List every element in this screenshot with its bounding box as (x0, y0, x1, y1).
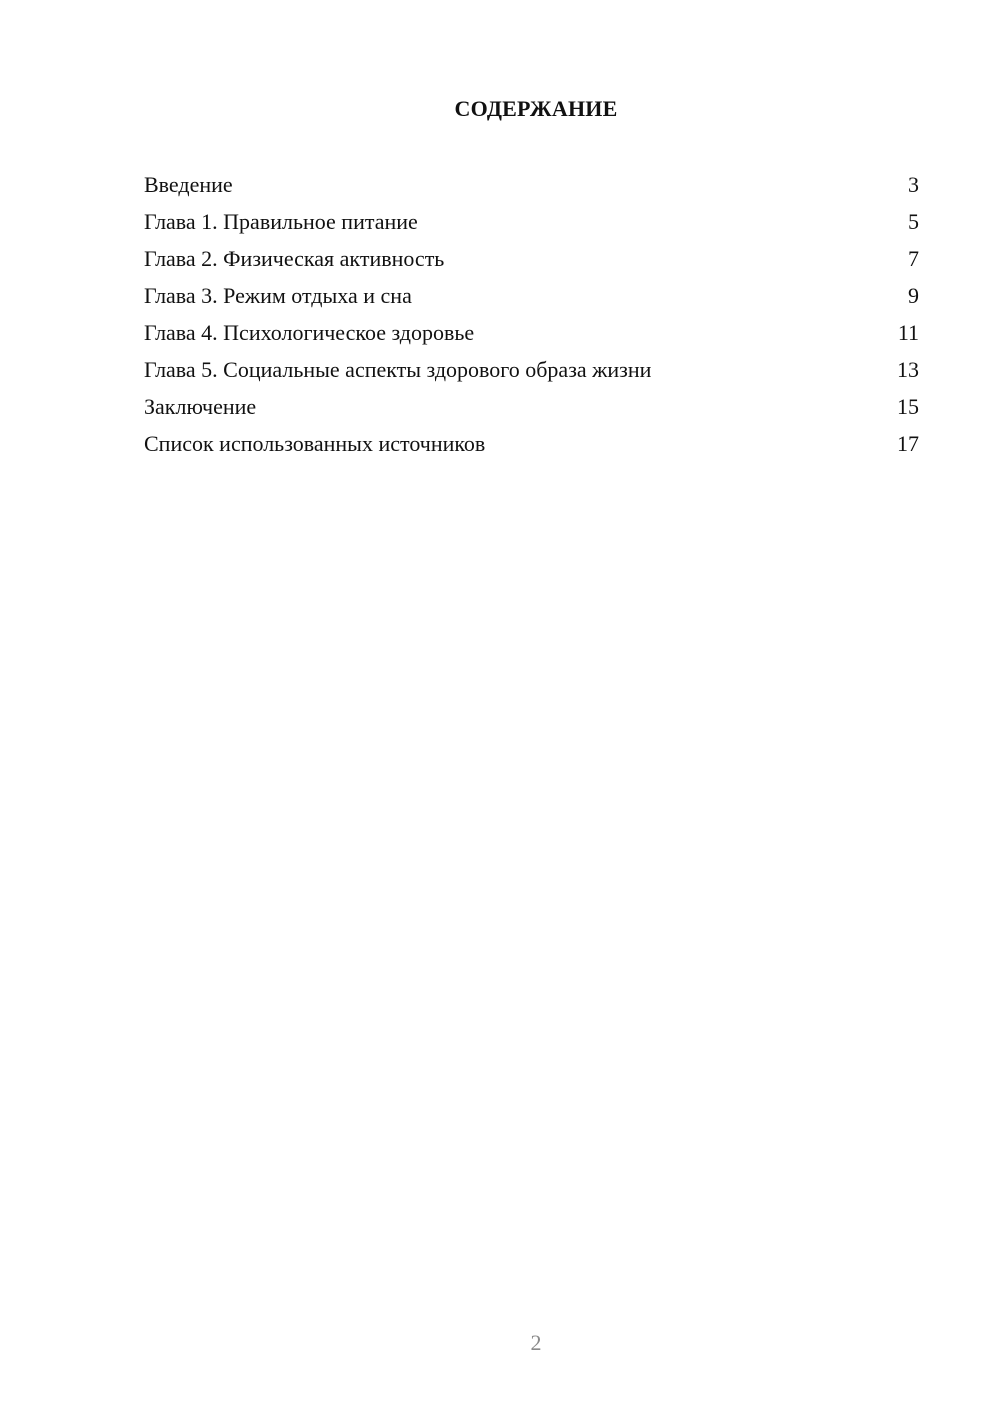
toc-entry-page: 7 (908, 246, 919, 271)
toc-entry-title: Заключение (144, 394, 257, 419)
toc-entry-page: 3 (908, 172, 919, 197)
toc-entry-title: Глава 2. Физическая активность (144, 246, 445, 271)
toc-entry (144, 240, 919, 277)
toc-entry (144, 388, 919, 425)
toc-entry-title: Глава 3. Режим отдыха и сна (144, 283, 412, 308)
toc-entry-title: Глава 1. Правильное питание (144, 209, 418, 234)
toc-entry-page: 15 (897, 394, 919, 419)
toc-entry (144, 203, 919, 240)
toc-entry (144, 351, 919, 388)
toc-entry-page: 9 (908, 283, 919, 308)
toc-entry-page: 13 (897, 357, 919, 382)
toc-entry-title: Введение (144, 172, 233, 197)
page-number: 2 (530, 1330, 542, 1355)
toc-entry-page: 5 (908, 209, 919, 234)
toc-entry (144, 314, 919, 351)
table-of-contents (144, 166, 919, 462)
toc-entry-page: 11 (897, 320, 919, 345)
toc-entry-page: 17 (897, 431, 919, 456)
toc-entry-title: Список использованных источников (144, 431, 486, 456)
toc-entry-title: Глава 5. Социальные аспекты здорового образа жизни (144, 357, 652, 382)
toc-entry (144, 166, 919, 203)
toc-entry (144, 277, 919, 314)
toc-entry (144, 425, 919, 462)
toc-heading: СОДЕРЖАНИЕ (454, 96, 618, 121)
toc-entry-title: Глава 4. Психологическое здоровье (144, 320, 475, 345)
